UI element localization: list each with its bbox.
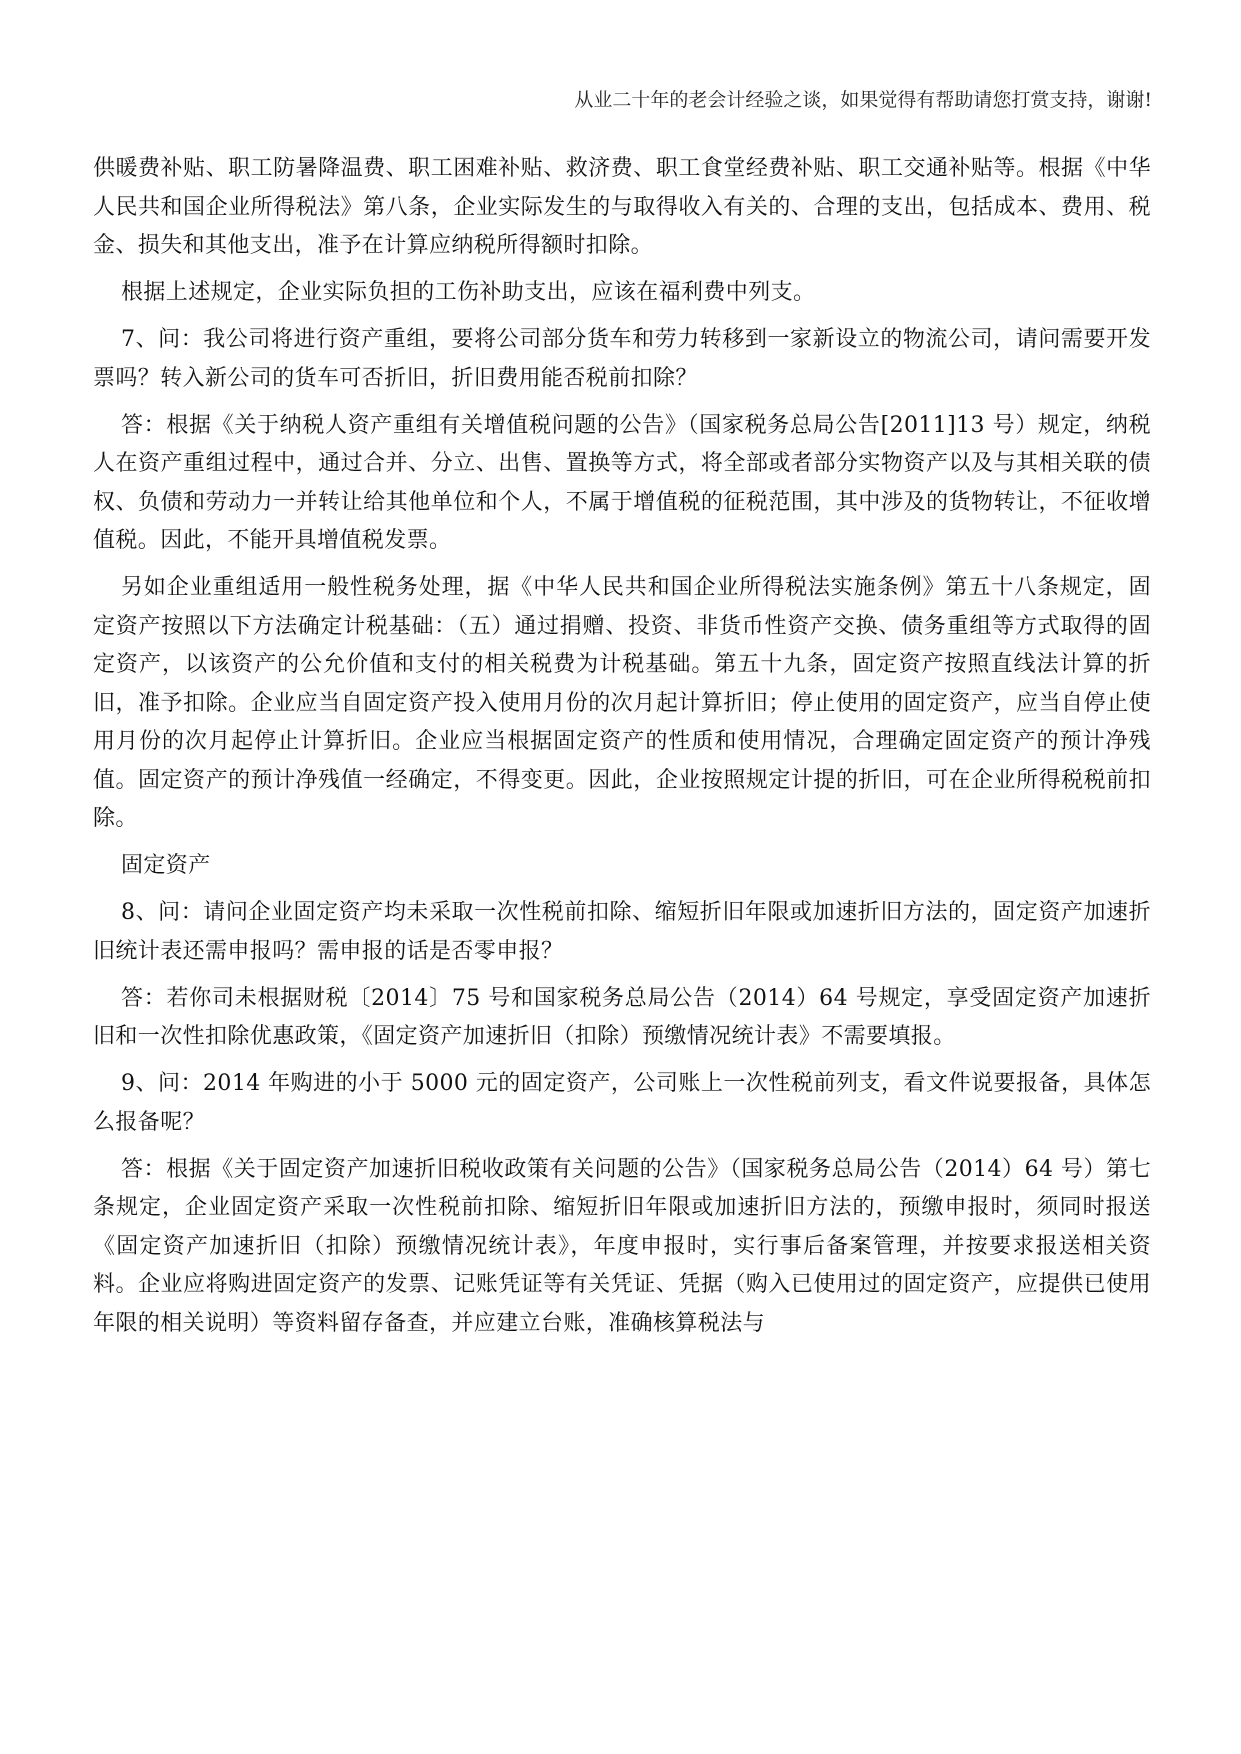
section-heading-fixed-assets: 固定资产 — [121, 853, 211, 878]
question-7: 7、问：我公司将进行资产重组，要将公司部分货车和劳力转移到一家新设立的物流公司，请问需要开发票吗？转入新公司的货车可否折旧，折旧费用能否税前扣除？ — [93, 327, 1151, 391]
paragraph-injury-subsidy-conclusion: 根据上述规定，企业实际负担的工伤补助支出，应该在福利费中列支。 — [121, 280, 816, 305]
answer-7-continued: 另如企业重组适用一般性税务处理，据《中华人民共和国企业所得税法实施条例》第五十八条规定，固定资产按照以下方法确定计税基础：（五）通过捐赠、投资、非货币性资产交换、债务重组等方式取得的固定资产，以该资产的公允价值和支付的相关税费为计税基础。第五十九条，固定资产按照直线法计算的折旧，准予扣除。企业应当自固定资产投入使用月份的次月起计算折旧；停止使用的固定资产，应当自停止使用月份的次月起停止计算折旧。企业应当根据固定资产的性质和使用情况，合理确定固定资产的预计净残值。固定资产的预计净残值一经确定，不得变更。因此，企业按照规定计提的折旧，可在企业所得税税前扣除。 — [93, 575, 1151, 831]
document-body — [93, 150, 1151, 1352]
answer-9: 答：根据《关于固定资产加速折旧税收政策有关问题的公告》（国家税务总局公告（2014）64 号）第七条规定，企业固定资产采取一次性税前扣除、缩短折旧年限或加速折旧方法的，预缴申报时，须同时报送《固定资产加速折旧（扣除）预缴情况统计表》，年度申报时，实行事后备案管理，并按要求报送相关资料。企业应将购进固定资产的发票、记账凭证等有关凭证、凭据（购入已使用过的固定资产，应提供已使用年限的相关说明）等资料留存备查，并应建立台账，准确核算税法与 — [93, 1156, 1151, 1336]
question-8: 8、问：请问企业固定资产均未采取一次性税前扣除、缩短折旧年限或加速折旧方法的，固定资产加速折旧统计表还需申报吗？需申报的话是否零申报？ — [93, 900, 1151, 964]
answer-8: 答：若你司未根据财税〔2014〕75 号和国家税务总局公告（2014）64 号规定，享受固定资产加速折旧和一次性扣除优惠政策，《固定资产加速折旧（扣除）预缴情况统计表》不需要填报。 — [93, 985, 1151, 1049]
header-note: 从业二十年的老会计经验之谈，如果觉得有帮助请您打赏支持，谢谢! — [574, 89, 1152, 111]
paragraph-welfare-subsidies: 供暖费补贴、职工防暑降温费、职工困难补贴、救济费、职工食堂经费补贴、职工交通补贴等。根据《中华人民共和国企业所得税法》第八条，企业实际发生的与取得收入有关的、合理的支出，包括成本、费用、税金、损失和其他支出，准予在计算应纳税所得额时扣除。 — [93, 156, 1151, 258]
question-9: 9、问：2014 年购进的小于 5000 元的固定资产，公司账上一次性税前列支，看文件说要报备，具体怎么报备呢？ — [93, 1071, 1151, 1135]
answer-7: 答：根据《关于纳税人资产重组有关增值税问题的公告》（国家税务总局公告[2011]13 号）规定，纳税人在资产重组过程中，通过合并、分立、出售、置换等方式，将全部或者部分实物资产以及与其相关联的债权、负债和劳动力一并转让给其他单位和个人，不属于增值税的征税范围，其中涉及的货物转让，不征收增值税。因此，不能开具增值税发票。 — [93, 412, 1151, 553]
